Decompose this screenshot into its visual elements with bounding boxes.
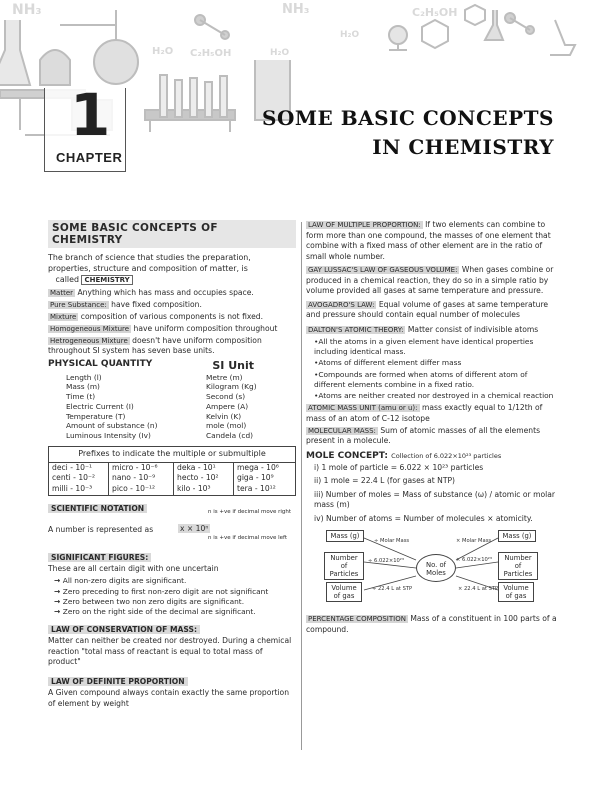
sig-point: → Zero on the right side of the decimal are significant. (48, 607, 296, 617)
diagram-particles-right: Number of Particles (498, 552, 538, 580)
law-avogadro (306, 300, 558, 321)
intro-line (48, 274, 296, 286)
sig-point: → Zero between two non zero digits are significant. (48, 597, 296, 607)
sig-figures-heading: SIGNIFICANT FIGURES: (48, 553, 151, 562)
si-col-unit: SI Unit (212, 358, 254, 372)
sig-point: → Zero preceding to first non-zero digit are not significant (48, 587, 296, 597)
term-label: Mixture (50, 312, 77, 321)
decor-formula: C₂H₅OH (190, 48, 232, 59)
si-unit: Metre (m) (206, 372, 243, 382)
chapter-header (0, 0, 600, 175)
si-table-row (48, 382, 296, 392)
si-table-row (48, 373, 296, 383)
chemistry-tag: CHEMISTRY (81, 275, 132, 285)
law-multiple (306, 220, 558, 262)
si-table-row (48, 412, 296, 422)
decor-formula: H₂O (152, 46, 174, 57)
sci-text: A number is represented as (48, 525, 154, 535)
term-text: Anything which has mass and occupies space. (77, 287, 254, 297)
right-column (306, 220, 558, 637)
si-table-row (48, 431, 296, 441)
si-quantity: Time (t) (66, 392, 96, 402)
prefix-item: tera - 10¹² (237, 483, 276, 493)
law-heading: PERCENTAGE COMPOSITION (308, 615, 406, 623)
decor-formula: NH₃ (282, 2, 310, 17)
si-table-header (48, 359, 296, 372)
diagram-mass-left: Mass (g) (326, 530, 364, 542)
prefix-title: Prefixes to indicate the multiple or submultiple (78, 449, 266, 459)
si-quantity: Temperature (T) (66, 411, 126, 421)
si-quantity: Luminous Intensity (Iv) (66, 431, 151, 441)
term-text: composition of various components is not fixed. (80, 311, 264, 321)
decor-formula: H₂O (270, 48, 290, 58)
law-mass-heading: LAW OF CONSERVATION OF MASS: (48, 625, 200, 634)
sci-note: n is +ve if decimal move right (208, 509, 292, 516)
dalton-theory (306, 325, 558, 336)
prefix-item: giga - 10⁹ (237, 473, 274, 483)
law-text: If two elements can combine to form more than one compound, the masses of one element that combine with a fixed mass of other element are in the ratio of small whole number. (306, 220, 551, 261)
prefix-item: centi - 10⁻² (52, 473, 96, 483)
term-label: Matter (50, 288, 74, 297)
law-text: Equal volume of gases at same temperature and pressure should contain equal number of molecules (306, 299, 549, 319)
law-heading: GAY LUSSAC'S LAW OF GASEOUS VOLUME: (308, 266, 458, 274)
dalton-point: • All the atoms in a given element have identical properties including identical mass. (306, 337, 558, 357)
prefix-item: milli - 10⁻³ (52, 483, 93, 493)
prefix-column (109, 462, 174, 495)
diagram-volume-right: Volume of gas (498, 582, 534, 602)
si-unit: mole (mol) (206, 421, 247, 431)
mole-head-text: MOLE CONCEPT: (306, 450, 389, 461)
si-unit: Kelvin (K) (206, 411, 242, 421)
si-quantity: Electric Current (I) (66, 401, 134, 411)
definition-matter (48, 288, 296, 299)
si-table-row (48, 421, 296, 431)
definition-pure (48, 300, 296, 311)
si-col-quantity: PHYSICAL QUANTITY (48, 358, 153, 369)
si-unit: Candela (cd) (206, 431, 254, 441)
diagram-mass-right: Mass (g) (498, 530, 536, 542)
law-gay-lussac (306, 265, 558, 297)
mole-conversion-diagram (306, 530, 558, 608)
diagram-center-moles: No. of Moles (416, 554, 456, 582)
law-text: mass exactly equal to 1/12th of mass of an atom of C-12 isotope (306, 403, 543, 423)
intro-text (48, 252, 296, 286)
sci-formula: x × 10ⁿ (180, 524, 209, 534)
prefix-item: hecto - 10² (177, 473, 219, 483)
prefix-item: micro - 10⁻⁶ (112, 463, 158, 473)
sig-point: → All non-zero digits are significant. (48, 576, 296, 586)
si-table-row (48, 392, 296, 402)
si-table (48, 373, 296, 442)
chapter-title-line: IN CHEMISTRY (372, 135, 554, 159)
si-table-row (48, 402, 296, 412)
chapter-number: 1 (70, 81, 111, 149)
si-quantity: Amount of substance (n) (66, 421, 158, 431)
definition-heterogeneous (48, 336, 296, 357)
term-text: have fixed composition. (111, 299, 202, 309)
mole-point: iv) Number of atoms = Number of molecules × atomicity. (314, 513, 533, 523)
intro-line: The branch of science that studies the preparation, (48, 253, 251, 262)
term-label: Homogeneous Mixture (50, 324, 130, 333)
arrow-label: × 6.022×10²³ (456, 557, 492, 563)
mole-sub-text: Collection of 6.022×10²³ particles (391, 451, 502, 460)
chapter-label: CHAPTER (56, 150, 123, 165)
sig-intro: These are all certain digit with one uncertain (48, 564, 219, 574)
law-mass-text: Matter can neither be created nor destroyed. During a chemical reaction "total mass of reactant is equal to total mass of product" (48, 636, 292, 667)
decor-formula: H₂O (340, 30, 360, 40)
prefix-item: kilo - 10³ (177, 483, 211, 493)
term-label: Hetrogeneous Mixture (50, 336, 128, 345)
diagram-volume-left: Volume of gas (326, 582, 362, 602)
decor-formula: C₂H₅OH (412, 6, 458, 19)
dalton-point: • Compounds are formed when atoms of different atom of different elements combine in a fixed ratio. (306, 370, 558, 390)
sci-notation-heading: SCIENTIFIC NOTATION (48, 504, 147, 513)
law-text: Sum of atomic masses of all the elements present in a molecule. (306, 425, 541, 445)
arrow-label: ÷ 6.022×10²³ (368, 558, 404, 564)
si-quantity: Mass (m) (66, 382, 100, 392)
law-text: When gases combine or produced in a chemical reaction, they do so in a simple ratio by volume provided all gases at same temperature and pressure. (306, 265, 554, 295)
si-unit: Second (s) (206, 392, 246, 402)
law-heading: AVOGADRO'S LAW: (308, 300, 375, 309)
arrow-label: ÷ 22.4 L at STP (372, 586, 413, 592)
law-heading: MOLECULAR MASS: (308, 426, 376, 435)
prefix-item: deka - 10¹ (177, 463, 216, 473)
law-heading: ATOMIC MASS UNIT (amu or u): (308, 404, 418, 412)
amu-definition (306, 403, 558, 424)
prefix-item: deci - 10⁻¹ (52, 463, 93, 473)
law-heading: DALTON'S ATOMIC THEORY: (308, 325, 404, 334)
definition-mixture (48, 312, 296, 323)
decor-formula: NH₃ (12, 2, 42, 18)
sig-points (48, 576, 296, 617)
mole-points (306, 463, 558, 525)
mole-point: ii) 1 mole = 22.4 L (for gases at NTP) (314, 476, 456, 485)
intro-called: called (55, 275, 79, 284)
chapter-title (262, 104, 554, 162)
arrow-label: ÷ Molar Mass (374, 538, 410, 544)
left-column (48, 220, 296, 711)
law-text: Mass of a constituent in 100 parts of a compound. (306, 614, 557, 634)
law-text: Matter consist of indivisible atoms (407, 324, 539, 334)
si-quantity: Length (l) (66, 372, 102, 382)
prefix-item: pico - 10⁻¹² (112, 483, 156, 493)
definition-homogeneous (48, 324, 296, 335)
prefix-item: nano - 10⁻⁹ (112, 473, 156, 483)
mole-point: iii) Number of moles = Mass of substance (ω) / atomic or molar mass (m) (314, 489, 555, 509)
section-heading: SOME BASIC CONCEPTS OF CHEMISTRY (48, 220, 296, 248)
dalton-point: • Atoms are neither created nor destroyed in a chemical reaction (306, 391, 558, 401)
term-label: Pure Substance: (50, 300, 107, 309)
percentage-composition (306, 614, 558, 635)
intro-line: properties, structure and composition of matter, is (48, 264, 248, 273)
dalton-point: • Atoms of different element differ mass (306, 358, 558, 368)
prefix-column (49, 462, 109, 495)
diagram-particles-left: Number of Particles (324, 552, 364, 580)
law-definite-heading: LAW OF DEFINITE PROPORTION (48, 677, 188, 686)
molecular-mass (306, 426, 558, 447)
prefix-column (174, 462, 234, 495)
term-text: doesn't have uniform composition throughout SI system has seven base units. (48, 335, 262, 355)
law-heading: LAW OF MULTIPLE PROPORTION: (308, 221, 421, 229)
term-text: have uniform composition throughout (133, 323, 278, 333)
prefix-table (48, 446, 296, 463)
prefix-grid (48, 462, 296, 496)
arrow-label: × Molar Mass (456, 538, 492, 544)
prefix-item: mega - 10⁶ (237, 463, 279, 473)
dalton-points (306, 337, 558, 402)
column-divider (301, 222, 302, 750)
chapter-title-line: SOME BASIC CONCEPTS (262, 106, 554, 130)
si-unit: Ampere (A) (206, 401, 249, 411)
si-unit: Kilogram (Kg) (206, 382, 257, 392)
sci-note: n is +ve if decimal move left (208, 535, 288, 542)
mole-concept-heading (306, 451, 558, 461)
law-definite-text: A Given compound always contain exactly the same proportion of element by weight (48, 688, 290, 708)
prefix-column (234, 462, 297, 495)
arrow-label: × 22.4 L at STP (458, 586, 499, 592)
mole-point: i) 1 mole of particle = 6.022 × 10²³ particles (314, 462, 484, 472)
